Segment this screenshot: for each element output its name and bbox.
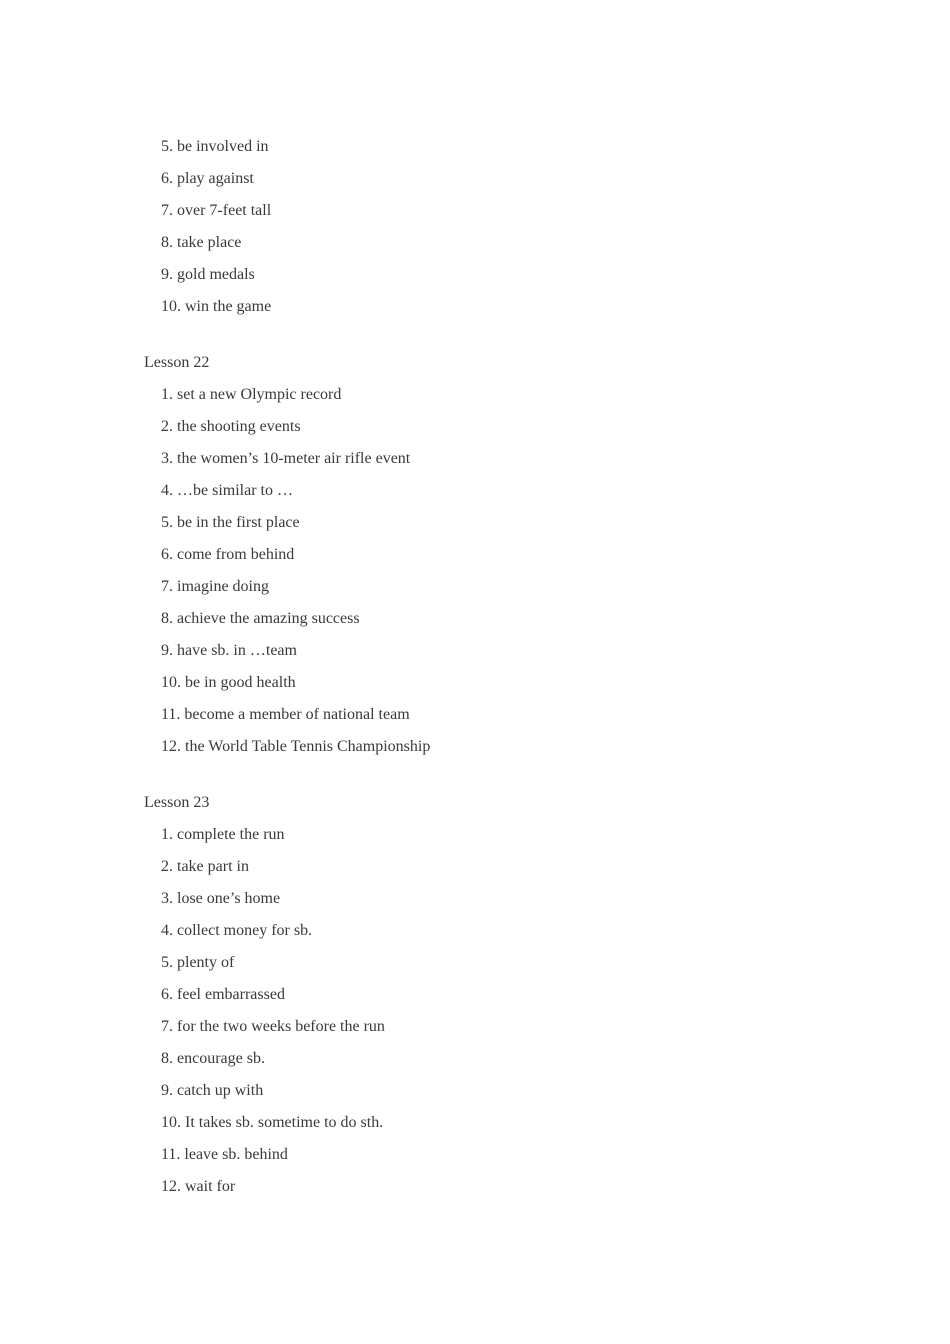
item-number: 6. (161, 546, 173, 563)
item-number: 11. (161, 706, 181, 723)
item-number: 6. (161, 170, 173, 187)
list-item (144, 411, 844, 443)
list-item (144, 539, 844, 571)
item-number: 2. (161, 858, 173, 875)
item-text: gold medals (177, 266, 255, 283)
item-text: come from behind (177, 546, 295, 563)
item-text: feel embarrassed (177, 986, 285, 1003)
item-text: imagine doing (177, 578, 269, 595)
item-text: lose one’s home (177, 890, 281, 907)
item-text: leave sb. behind (184, 1146, 288, 1163)
list-item (144, 731, 844, 763)
item-number: 6. (161, 986, 173, 1003)
item-text: play against (177, 170, 254, 187)
item-text: the World Table Tennis Championship (185, 738, 431, 755)
item-text: be involved in (177, 138, 269, 155)
item-text: take place (177, 234, 242, 251)
item-number: 1. (161, 826, 173, 843)
list-item (144, 227, 844, 259)
item-text: win the game (185, 298, 272, 315)
list-item (144, 915, 844, 947)
list-item (144, 571, 844, 603)
item-number: 4. (161, 922, 173, 939)
list-item (144, 1107, 844, 1139)
list-item (144, 443, 844, 475)
list-item (144, 1043, 844, 1075)
item-number: 5. (161, 514, 173, 531)
item-number: 8. (161, 234, 173, 251)
list-item (144, 699, 844, 731)
list-item (144, 259, 844, 291)
item-text: for the two weeks before the run (177, 1018, 385, 1035)
item-number: 9. (161, 266, 173, 283)
item-number: 9. (161, 642, 173, 659)
item-text: have sb. in …team (177, 642, 297, 659)
item-number: 8. (161, 610, 173, 627)
item-text: achieve the amazing success (177, 610, 360, 627)
item-number: 5. (161, 954, 173, 971)
item-number: 8. (161, 1050, 173, 1067)
item-number: 5. (161, 138, 173, 155)
list-item (144, 507, 844, 539)
lesson-23-phrase-list (144, 819, 844, 1203)
item-text: plenty of (177, 954, 235, 971)
item-text: catch up with (177, 1082, 264, 1099)
list-item (144, 979, 844, 1011)
list-item (144, 163, 844, 195)
item-number: 10. (161, 674, 181, 691)
list-item (144, 667, 844, 699)
item-text: It takes sb. sometime to do sth. (185, 1114, 384, 1131)
item-text: …be similar to … (177, 482, 293, 499)
list-item (144, 1011, 844, 1043)
item-text: take part in (177, 858, 249, 875)
lesson-22-heading: Lesson 22 (144, 354, 210, 371)
item-number: 9. (161, 1082, 173, 1099)
item-number: 3. (161, 450, 173, 467)
list-item (144, 131, 844, 163)
item-text: be in good health (185, 674, 296, 691)
item-text: the women’s 10-meter air rifle event (177, 450, 411, 467)
list-item (144, 819, 844, 851)
item-text: become a member of national team (184, 706, 410, 723)
item-number: 7. (161, 1018, 173, 1035)
list-item (144, 1075, 844, 1107)
lesson-21-phrase-list (144, 131, 844, 323)
list-item (144, 947, 844, 979)
item-number: 11. (161, 1146, 181, 1163)
item-text: wait for (185, 1178, 236, 1195)
list-item (144, 1139, 844, 1171)
item-number: 7. (161, 202, 173, 219)
item-number: 1. (161, 386, 173, 403)
item-number: 12. (161, 1178, 181, 1195)
list-item (144, 195, 844, 227)
list-item (144, 1171, 844, 1203)
list-item (144, 475, 844, 507)
lesson-23-section (144, 787, 844, 1203)
item-text: complete the run (177, 826, 285, 843)
item-number: 7. (161, 578, 173, 595)
item-number: 3. (161, 890, 173, 907)
item-number: 10. (161, 1114, 181, 1131)
lesson-23-heading: Lesson 23 (144, 794, 210, 811)
item-number: 10. (161, 298, 181, 315)
lesson-22-section (144, 347, 844, 763)
list-item (144, 851, 844, 883)
item-text: over 7-feet tall (177, 202, 272, 219)
item-number: 12. (161, 738, 181, 755)
item-text: encourage sb. (177, 1050, 265, 1067)
list-item (144, 635, 844, 667)
item-text: collect money for sb. (177, 922, 313, 939)
list-item (144, 379, 844, 411)
list-item (144, 883, 844, 915)
list-item (144, 291, 844, 323)
item-text: the shooting events (177, 418, 301, 435)
item-number: 2. (161, 418, 173, 435)
lesson-21-continued-section (144, 131, 844, 323)
lesson-22-phrase-list (144, 379, 844, 763)
item-number: 4. (161, 482, 173, 499)
item-text: set a new Olympic record (177, 386, 342, 403)
item-text: be in the first place (177, 514, 300, 531)
list-item (144, 603, 844, 635)
